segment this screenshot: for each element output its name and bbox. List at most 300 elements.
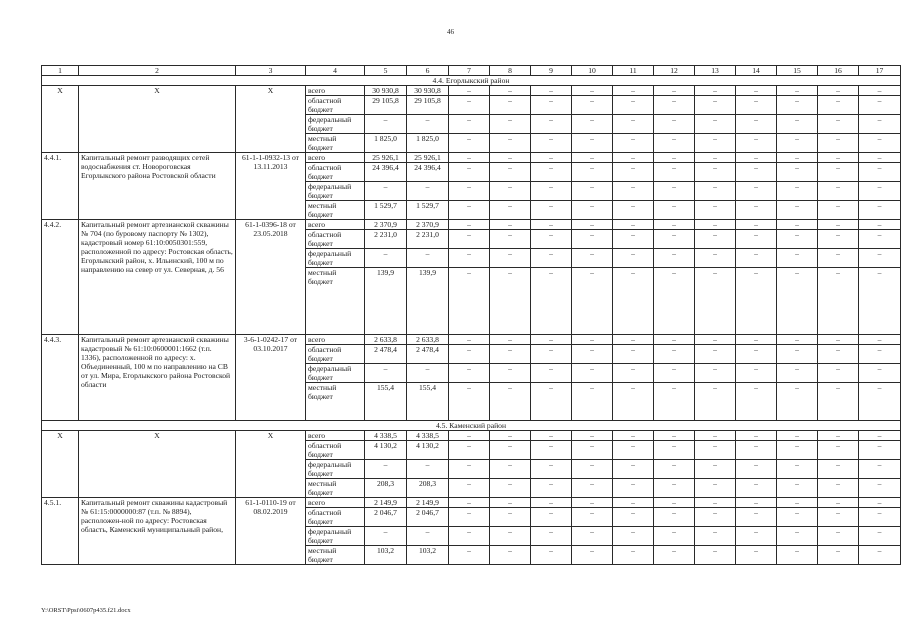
value-year: 30 930,8 (407, 86, 449, 96)
funding-source: федеральный бюджет (306, 182, 365, 201)
value-year: 1 529,7 (407, 201, 449, 220)
empty-year-value: – (695, 115, 736, 134)
empty-year-value: – (818, 115, 859, 134)
empty-year-value: – (818, 153, 859, 163)
empty-year-value: – (490, 115, 531, 134)
empty-year-value: – (531, 345, 572, 364)
funding-source: местный бюджет (306, 546, 365, 565)
empty-year-value: – (654, 479, 695, 498)
empty-year-value: – (777, 479, 818, 498)
section-title: 4.5. Каменский район (42, 421, 901, 431)
value-total: 4 130,2 (365, 441, 407, 460)
empty-year-value: – (777, 268, 818, 335)
value-total: 2 633,8 (365, 335, 407, 345)
value-total: – (365, 182, 407, 201)
empty-year-value: – (613, 479, 654, 498)
empty-year-value: – (449, 86, 490, 96)
column-header: 10 (572, 66, 613, 76)
empty-year-value: – (695, 364, 736, 383)
section-title: 4.4. Егорлыкский район (42, 76, 901, 86)
empty-year-value: – (613, 96, 654, 115)
empty-year-value: – (859, 508, 901, 527)
empty-year-value: – (613, 441, 654, 460)
empty-year-value: – (736, 498, 777, 508)
empty-year-value: – (777, 182, 818, 201)
empty-year-value: – (859, 115, 901, 134)
empty-year-value: – (818, 86, 859, 96)
empty-year-value: – (613, 527, 654, 546)
empty-year-value: – (777, 96, 818, 115)
empty-year-value: – (859, 96, 901, 115)
empty-year-value: – (449, 163, 490, 182)
table-row (42, 431, 901, 441)
object-name: Капитальный ремонт скважины кадастровый № 61:15:0000000:87 (т.п. № 8894), расположен-ной по адресу: Ростовская область, Каменский муниципальный район, (79, 498, 236, 565)
column-header: 11 (613, 66, 654, 76)
funding-source: федеральный бюджет (306, 460, 365, 479)
row-number: X (42, 86, 79, 153)
empty-year-value: – (695, 220, 736, 230)
empty-year-value: – (490, 335, 531, 345)
empty-year-value: – (654, 460, 695, 479)
empty-year-value: – (736, 153, 777, 163)
budget-table (41, 65, 901, 565)
empty-year-value: – (654, 96, 695, 115)
empty-year-value: – (531, 96, 572, 115)
empty-year-value: – (818, 345, 859, 364)
funding-source: всего (306, 153, 365, 163)
empty-year-value: – (654, 163, 695, 182)
empty-year-value: – (531, 249, 572, 268)
table-row (42, 86, 901, 96)
document-number: 61-1-1-0932-13 от 13.11.2013 (236, 153, 306, 220)
empty-year-value: – (695, 345, 736, 364)
empty-year-value: – (695, 431, 736, 441)
empty-year-value: – (859, 163, 901, 182)
funding-source: федеральный бюджет (306, 527, 365, 546)
empty-year-value: – (654, 115, 695, 134)
empty-year-value: – (531, 134, 572, 153)
empty-year-value: – (695, 153, 736, 163)
empty-year-value: – (449, 268, 490, 335)
empty-year-value: – (818, 441, 859, 460)
empty-year-value: – (449, 153, 490, 163)
empty-year-value: – (859, 249, 901, 268)
document-number: 61-1-0396-18 от 23.05.2018 (236, 220, 306, 335)
empty-year-value: – (736, 249, 777, 268)
empty-year-value: – (572, 230, 613, 249)
value-year: 2 370,9 (407, 220, 449, 230)
value-year: 25 926,1 (407, 153, 449, 163)
empty-year-value: – (654, 383, 695, 421)
object-name: Капитальный ремонт артезианской скважины кадастровый № 61:10:0600001:1662 (т.п. 1336), расположенной по адресу: х. Объединенный, 100 м по направлению на СВ от ул. Мира, Егорлыкского района Ростовской области (79, 335, 236, 421)
empty-year-value: – (490, 508, 531, 527)
empty-year-value: – (572, 249, 613, 268)
empty-year-value: – (490, 182, 531, 201)
empty-year-value: – (859, 201, 901, 220)
empty-year-value: – (777, 220, 818, 230)
value-year: – (407, 249, 449, 268)
empty-year-value: – (695, 498, 736, 508)
empty-year-value: – (818, 498, 859, 508)
empty-year-value: – (449, 383, 490, 421)
empty-year-value: – (777, 249, 818, 268)
empty-year-value: – (613, 182, 654, 201)
value-total: – (365, 115, 407, 134)
empty-year-value: – (490, 383, 531, 421)
empty-year-value: – (572, 182, 613, 201)
empty-year-value: – (818, 364, 859, 383)
row-number: X (42, 431, 79, 498)
value-total: – (365, 460, 407, 479)
empty-year-value: – (777, 364, 818, 383)
empty-year-value: – (695, 230, 736, 249)
empty-year-value: – (490, 364, 531, 383)
empty-year-value: – (818, 431, 859, 441)
empty-year-value: – (736, 86, 777, 96)
value-year: 155,4 (407, 383, 449, 421)
value-year: 1 825,0 (407, 134, 449, 153)
empty-year-value: – (613, 249, 654, 268)
empty-year-value: – (490, 163, 531, 182)
column-header: 5 (365, 66, 407, 76)
empty-year-value: – (531, 383, 572, 421)
column-header: 9 (531, 66, 572, 76)
empty-year-value: – (449, 460, 490, 479)
funding-source: областной бюджет (306, 508, 365, 527)
empty-year-value: – (654, 201, 695, 220)
value-total: 155,4 (365, 383, 407, 421)
empty-year-value: – (818, 383, 859, 421)
empty-year-value: – (654, 220, 695, 230)
object-name: Капитальный ремонт артезианской скважины № 704 (по буровому паспорту № 1302), кадастровый номер 61:10:0050301:559, расположенной по адресу: Ростовская область, Егорлыкский район, х. Ильинский, 100 м по направлению на север от ул. Северная, д. 56 (79, 220, 236, 335)
empty-year-value: – (695, 268, 736, 335)
column-header: 8 (490, 66, 531, 76)
empty-year-value: – (531, 163, 572, 182)
empty-year-value: – (859, 527, 901, 546)
empty-year-value: – (613, 383, 654, 421)
funding-source: федеральный бюджет (306, 364, 365, 383)
empty-year-value: – (736, 220, 777, 230)
empty-year-value: – (572, 479, 613, 498)
empty-year-value: – (654, 546, 695, 565)
empty-year-value: – (818, 268, 859, 335)
empty-year-value: – (777, 498, 818, 508)
empty-year-value: – (654, 153, 695, 163)
empty-year-value: – (531, 460, 572, 479)
empty-year-value: – (572, 527, 613, 546)
empty-year-value: – (449, 546, 490, 565)
page-number: 46 (447, 28, 454, 36)
column-header-row (42, 66, 901, 76)
empty-year-value: – (490, 498, 531, 508)
empty-year-value: – (736, 479, 777, 498)
empty-year-value: – (695, 479, 736, 498)
value-year: 103,2 (407, 546, 449, 565)
empty-year-value: – (449, 508, 490, 527)
empty-year-value: – (654, 335, 695, 345)
empty-year-value: – (654, 86, 695, 96)
empty-year-value: – (818, 546, 859, 565)
empty-year-value: – (736, 96, 777, 115)
empty-year-value: – (449, 201, 490, 220)
value-total: 2 231,0 (365, 230, 407, 249)
empty-year-value: – (859, 460, 901, 479)
empty-year-value: – (859, 86, 901, 96)
empty-year-value: – (490, 431, 531, 441)
empty-year-value: – (654, 508, 695, 527)
empty-year-value: – (531, 335, 572, 345)
empty-year-value: – (531, 546, 572, 565)
value-total: 30 930,8 (365, 86, 407, 96)
empty-year-value: – (572, 220, 613, 230)
empty-year-value: – (613, 546, 654, 565)
empty-year-value: – (613, 220, 654, 230)
value-total: 2 478,4 (365, 345, 407, 364)
empty-year-value: – (572, 153, 613, 163)
empty-year-value: – (572, 498, 613, 508)
empty-year-value: – (449, 364, 490, 383)
document-number: X (236, 431, 306, 498)
empty-year-value: – (818, 182, 859, 201)
table-row (42, 335, 901, 345)
empty-year-value: – (695, 134, 736, 153)
empty-year-value: – (531, 182, 572, 201)
empty-year-value: – (531, 230, 572, 249)
empty-year-value: – (613, 201, 654, 220)
empty-year-value: – (613, 268, 654, 335)
empty-year-value: – (490, 86, 531, 96)
empty-year-value: – (572, 460, 613, 479)
empty-year-value: – (654, 441, 695, 460)
empty-year-value: – (736, 460, 777, 479)
empty-year-value: – (531, 201, 572, 220)
empty-year-value: – (859, 153, 901, 163)
empty-year-value: – (818, 508, 859, 527)
empty-year-value: – (818, 249, 859, 268)
empty-year-value: – (777, 431, 818, 441)
empty-year-value: – (777, 115, 818, 134)
empty-year-value: – (449, 345, 490, 364)
table-row (42, 498, 901, 508)
empty-year-value: – (695, 182, 736, 201)
funding-source: областной бюджет (306, 345, 365, 364)
empty-year-value: – (736, 230, 777, 249)
empty-year-value: – (859, 441, 901, 460)
empty-year-value: – (695, 335, 736, 345)
empty-year-value: – (777, 201, 818, 220)
empty-year-value: – (572, 201, 613, 220)
section-header-row (42, 76, 901, 86)
empty-year-value: – (818, 96, 859, 115)
column-header: 15 (777, 66, 818, 76)
empty-year-value: – (572, 96, 613, 115)
column-header: 17 (859, 66, 901, 76)
value-total: – (365, 527, 407, 546)
empty-year-value: – (613, 364, 654, 383)
empty-year-value: – (531, 508, 572, 527)
funding-source: местный бюджет (306, 268, 365, 335)
footer-file-path: Y:\ORST\Ppsi\0607p435.f21.docx (41, 607, 131, 614)
empty-year-value: – (859, 383, 901, 421)
empty-year-value: – (859, 431, 901, 441)
empty-year-value: – (613, 153, 654, 163)
empty-year-value: – (859, 345, 901, 364)
empty-year-value: – (654, 268, 695, 335)
empty-year-value: – (818, 220, 859, 230)
empty-year-value: – (736, 345, 777, 364)
empty-year-value: – (490, 441, 531, 460)
empty-year-value: – (572, 268, 613, 335)
empty-year-value: – (572, 364, 613, 383)
empty-year-value: – (818, 134, 859, 153)
table-body (42, 66, 901, 565)
empty-year-value: – (531, 153, 572, 163)
funding-source: федеральный бюджет (306, 115, 365, 134)
empty-year-value: – (572, 115, 613, 134)
empty-year-value: – (777, 230, 818, 249)
empty-year-value: – (531, 431, 572, 441)
empty-year-value: – (777, 383, 818, 421)
empty-year-value: – (777, 134, 818, 153)
empty-year-value: – (695, 441, 736, 460)
value-total: 2 046,7 (365, 508, 407, 527)
object-name: Капитальный ремонт разводящих сетей водоснабжения ст. Новороговская Егорлыкского района Ростовской области (79, 153, 236, 220)
empty-year-value: – (613, 431, 654, 441)
empty-year-value: – (654, 249, 695, 268)
column-header: 7 (449, 66, 490, 76)
empty-year-value: – (859, 182, 901, 201)
value-year: 2 046,7 (407, 508, 449, 527)
empty-year-value: – (490, 249, 531, 268)
empty-year-value: – (777, 508, 818, 527)
empty-year-value: – (818, 230, 859, 249)
funding-source: областной бюджет (306, 163, 365, 182)
empty-year-value: – (777, 86, 818, 96)
empty-year-value: – (695, 201, 736, 220)
column-header: 16 (818, 66, 859, 76)
funding-source: местный бюджет (306, 383, 365, 421)
funding-source: всего (306, 220, 365, 230)
empty-year-value: – (490, 220, 531, 230)
empty-year-value: – (736, 182, 777, 201)
empty-year-value: – (572, 134, 613, 153)
column-header: 14 (736, 66, 777, 76)
empty-year-value: – (572, 441, 613, 460)
empty-year-value: – (695, 249, 736, 268)
value-year: 139,9 (407, 268, 449, 335)
empty-year-value: – (736, 115, 777, 134)
value-total: 29 105,8 (365, 96, 407, 115)
value-total: – (365, 364, 407, 383)
value-year: 2 478,4 (407, 345, 449, 364)
empty-year-value: – (695, 460, 736, 479)
document-number: 3-6-1-0242-17 от 03.10.2017 (236, 335, 306, 421)
empty-year-value: – (531, 268, 572, 335)
column-header: 12 (654, 66, 695, 76)
empty-year-value: – (531, 527, 572, 546)
empty-year-value: – (613, 230, 654, 249)
empty-year-value: – (572, 508, 613, 527)
empty-year-value: – (818, 163, 859, 182)
funding-source: всего (306, 431, 365, 441)
funding-source: местный бюджет (306, 134, 365, 153)
empty-year-value: – (490, 201, 531, 220)
empty-year-value: – (777, 163, 818, 182)
empty-year-value: – (859, 546, 901, 565)
value-year: – (407, 460, 449, 479)
empty-year-value: – (736, 546, 777, 565)
empty-year-value: – (613, 115, 654, 134)
value-year: 2 231,0 (407, 230, 449, 249)
empty-year-value: – (736, 508, 777, 527)
empty-year-value: – (572, 383, 613, 421)
empty-year-value: – (449, 115, 490, 134)
row-number: 4.4.1. (42, 153, 79, 220)
empty-year-value: – (736, 335, 777, 345)
empty-year-value: – (449, 220, 490, 230)
empty-year-value: – (449, 182, 490, 201)
table-row (42, 153, 901, 163)
empty-year-value: – (695, 163, 736, 182)
empty-year-value: – (613, 498, 654, 508)
empty-year-value: – (777, 345, 818, 364)
empty-year-value: – (531, 364, 572, 383)
empty-year-value: – (613, 508, 654, 527)
value-total: 1 825,0 (365, 134, 407, 153)
funding-source: местный бюджет (306, 201, 365, 220)
empty-year-value: – (654, 230, 695, 249)
empty-year-value: – (490, 546, 531, 565)
funding-source: федеральный бюджет (306, 249, 365, 268)
empty-year-value: – (531, 479, 572, 498)
empty-year-value: – (449, 249, 490, 268)
object-name: X (79, 431, 236, 498)
column-header: 3 (236, 66, 306, 76)
empty-year-value: – (613, 335, 654, 345)
document-number: 61-1-0110-19 от 08.02.2019 (236, 498, 306, 565)
empty-year-value: – (736, 431, 777, 441)
funding-source: областной бюджет (306, 96, 365, 115)
value-year: – (407, 182, 449, 201)
empty-year-value: – (818, 479, 859, 498)
empty-year-value: – (449, 479, 490, 498)
empty-year-value: – (449, 335, 490, 345)
empty-year-value: – (572, 163, 613, 182)
empty-year-value: – (777, 546, 818, 565)
empty-year-value: – (695, 96, 736, 115)
empty-year-value: – (449, 134, 490, 153)
empty-year-value: – (490, 460, 531, 479)
empty-year-value: – (572, 546, 613, 565)
funding-source: всего (306, 498, 365, 508)
section-header-row (42, 421, 901, 431)
value-year: – (407, 364, 449, 383)
funding-source: всего (306, 86, 365, 96)
empty-year-value: – (818, 335, 859, 345)
value-year: 2 633,8 (407, 335, 449, 345)
empty-year-value: – (859, 230, 901, 249)
empty-year-value: – (654, 345, 695, 364)
empty-year-value: – (695, 508, 736, 527)
empty-year-value: – (777, 441, 818, 460)
value-total: 208,3 (365, 479, 407, 498)
value-total: 4 338,5 (365, 431, 407, 441)
empty-year-value: – (490, 479, 531, 498)
empty-year-value: – (654, 182, 695, 201)
row-number: 4.4.2. (42, 220, 79, 335)
column-header: 4 (306, 66, 365, 76)
empty-year-value: – (736, 134, 777, 153)
